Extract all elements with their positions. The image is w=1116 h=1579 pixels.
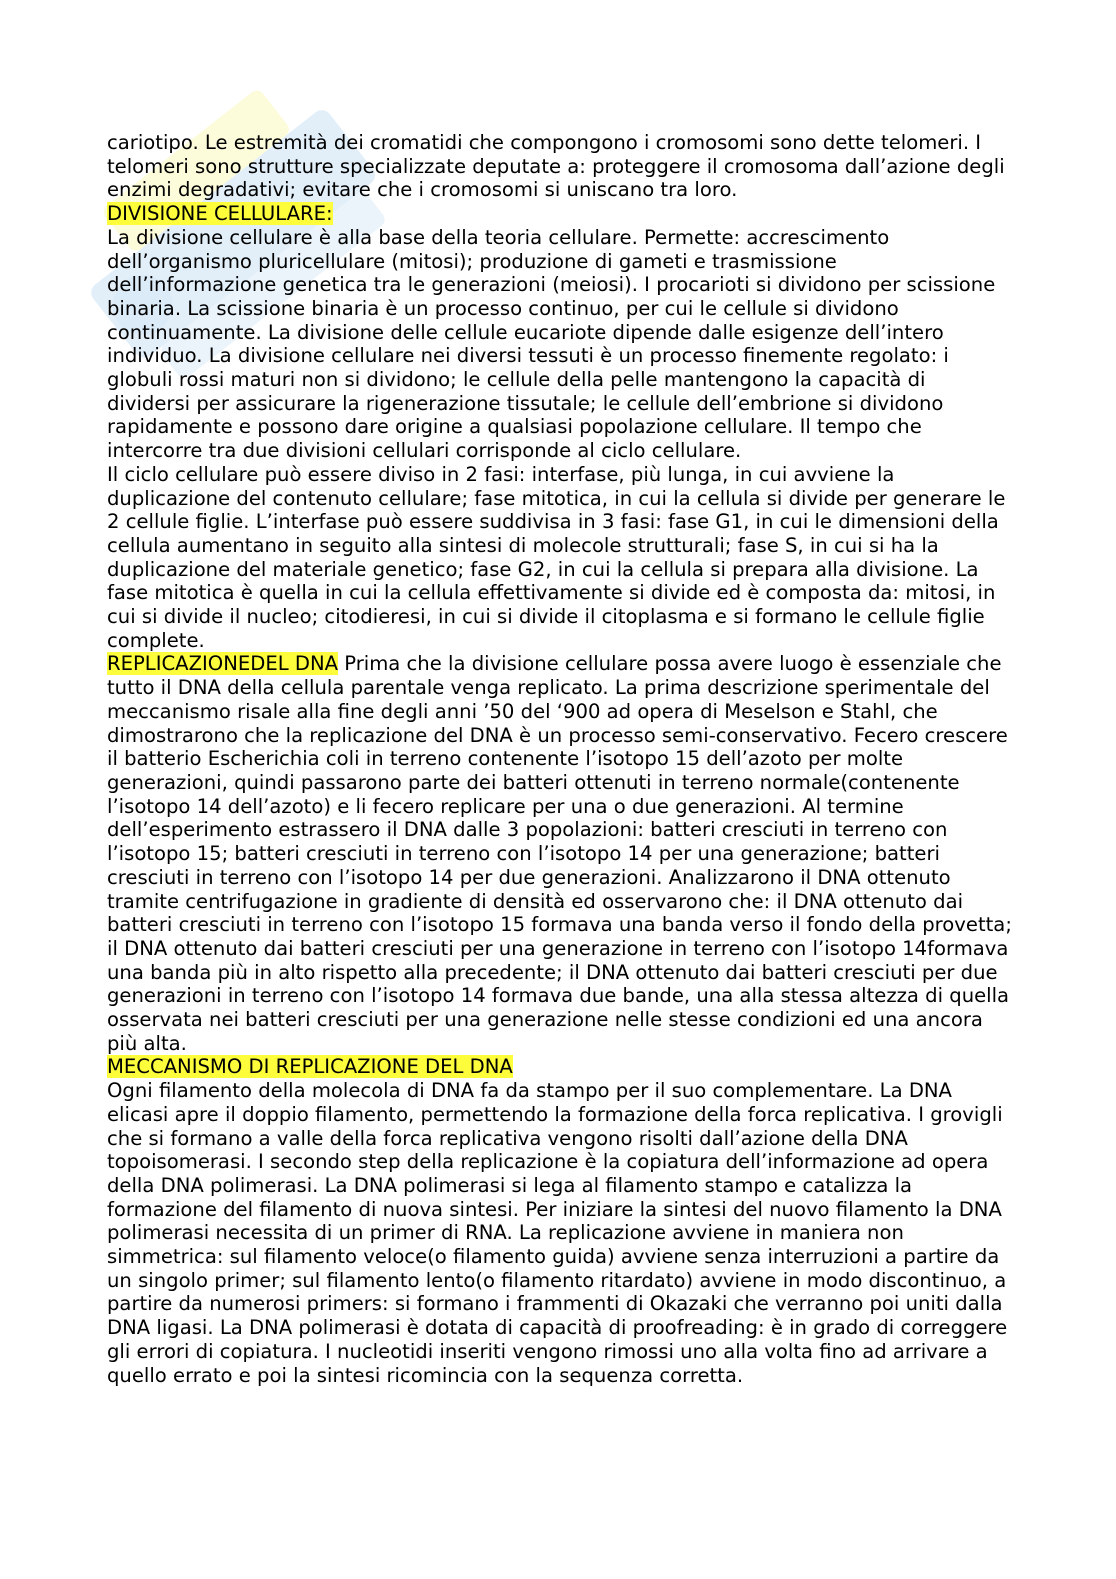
replication-text: Prima che la divisione cellulare possa avere luogo è essenziale che tutto il DNA della cellula parentale venga replicato. La prima descrizione sperimentale del meccanismo risale alla fine degli anni ’50 del ‘900 ad opera di Meselson e Stahl, che dimostrarono che la replicazione del DNA è un processo semi-conservativo. Fecero crescere il batterio Escherichia coli in terreno contenente l’isotopo 15 dell’azoto per molte generazioni, quindi passarono parte dei batteri ottenuti in terreno normale(contenente l’isotopo 14 dell’azoto) e li fecero replicare per una o due generazioni. Al termine dell’esperimento estrassero il DNA dalle 3 popolazioni: batteri cresciuti in terreno con l’isotopo 15; batteri cresciuti in terreno con l’isotopo 14 per una generazione; batteri cresciuti in terreno con l’isotopo 14 per due generazioni. Analizzarono il DNA ottenuto tramite centrifugazione in gradiente di densità ed osservarono che: il DNA ottenuto dai batteri cresciuti in terreno con l’isotopo 15 formava una banda verso il fondo della provetta; il DNA ottenuto dai batteri cresciuti per una generazione in terreno con l’isotopo 14formava una banda più in alto rispetto alla precedente; il DNA ottenuto dai batteri cresciuti per due generazioni in terreno con l’isotopo 14 formava due bande, una alla stessa altezza di quella osservata nei batteri cresciuti per una generazione nelle stesse condizioni ed una ancora più alta. xyxy=(107,652,1012,1055)
mechanism-heading-line xyxy=(107,1055,1012,1079)
division-heading-line xyxy=(107,202,1012,226)
intro-paragraph: cariotipo. Le estremità dei cromatidi che compongono i cromosomi sono dette telomeri. I telomeri sono strutture specializzate deputate a: proteggere il cromosoma dall’azione degli enzimi degradativi; evitare che i cromosomi si uniscano tra loro. xyxy=(107,131,1005,202)
mechanism-paragraph: Ogni filamento della molecola di DNA fa da stampo per il suo complementare. La DNA elicasi apre il doppio filamento, permettendo la formazione della forca replicativa. I grovigli che si formano a valle della forca replicativa vengono risolti dall’azione della DNA topoisomerasi. I secondo step della replicazione è la copiatura dell’informazione ad opera della DNA polimerasi. La DNA polimerasi si lega al filamento stampo e catalizza la formazione del filamento di nuova sintesi. Per iniziare la sintesi del nuovo filamento la DNA polimerasi necessita di un primer di RNA. La replicazione avviene in maniera non simmetrica: sul filamento veloce(o filamento guida) avviene senza interruzioni a partire da un singolo primer; sul filamento lento(o filamento ritardato) avviene in modo discontinuo, a partire da numerosi primers: si formano i frammenti di Okazaki che verranno poi uniti dalla DNA ligasi. La DNA polimerasi è dotata di capacità di proofreading: è in grado di correggere gli errori di copiatura. I nucleotidi inseriti vengono rimossi uno alla volta fino ad arrivare a quello errato e poi la sintesi ricomincia con la sequenza corretta. xyxy=(107,1079,1008,1387)
section-heading-division: DIVISIONE CELLULARE: xyxy=(107,202,333,226)
section-heading-mechanism: MECCANISMO DI REPLICAZIONE DEL DNA xyxy=(107,1055,513,1079)
division-paragraph: La divisione cellulare è alla base della teoria cellulare. Permette: accrescimento dell’organismo pluricellulare (mitosi); produzione di gameti e trasmissione dell’informazione genetica tra le generazioni (meiosi). I procarioti si dividono per scissione binaria. La scissione binaria è un processo continuo, per cui le cellule si dividono continuamente. La divisione delle cellule eucariote dipende dalle esigenze dell’intero individuo. La divisione cellulare nei diversi tessuti è un processo finemente regolato: i globuli rossi maturi non si dividono; le cellule della pelle mantengono la capacità di dividersi per assicurare la rigenerazione tissutale; le cellule dell’embrione si dividono rapidamente e possono dare origine a qualsiasi popolazione cellulare. Il tempo che intercorre tra due divisioni cellulari corrisponde al ciclo cellulare. xyxy=(107,225,996,463)
document-body xyxy=(107,131,1012,1387)
cell-cycle-paragraph: Il ciclo cellulare può essere diviso in 2 fasi: interfase, più lunga, in cui avviene la duplicazione del contenuto cellulare; fase mitotica, in cui la cellula si divide per generare le 2 cellule figlie. L’interfase può essere suddivisa in 3 fasi: fase G1, in cui le dimensioni della cellula aumentano in seguito alla sintesi di molecole strutturali; fase S, in cui si ha la duplicazione del materiale genetico; fase G2, in cui la cellula si prepara alla divisione. La fase mitotica è quella in cui la cellula effettivamente si divide ed è composta da: mitosi, in cui si divide il nucleo; citodieresi, in cui si divide il citoplasma e si formano le cellule figlie complete. xyxy=(107,462,1006,652)
replication-paragraph xyxy=(107,652,1012,1055)
section-heading-replication: REPLICAZIONEDEL DNA xyxy=(107,652,339,676)
